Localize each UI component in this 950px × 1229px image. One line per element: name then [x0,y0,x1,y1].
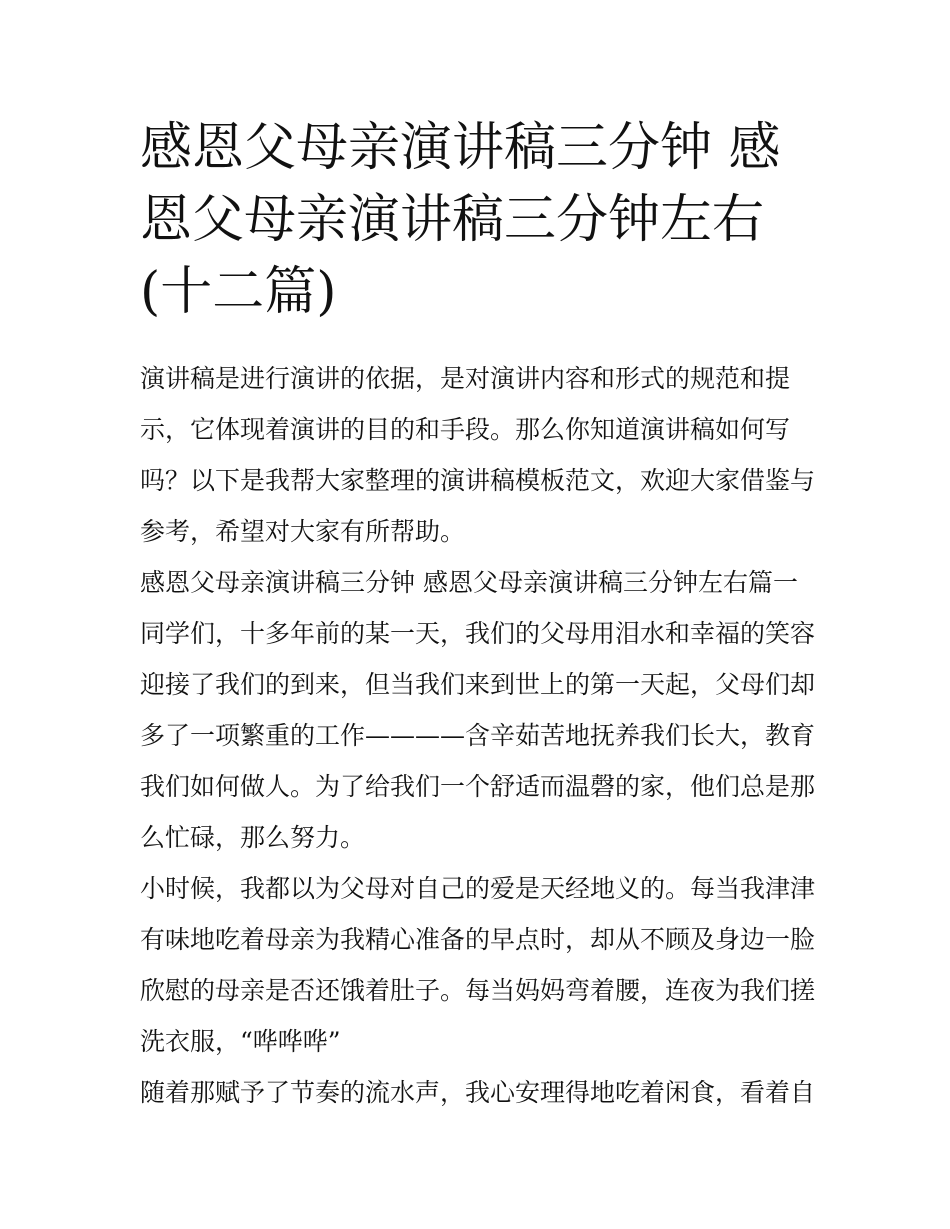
body-paragraph: 同学们，十多年前的某一天，我们的父母用泪水和幸福的笑容迎接了我们的到来，但当我们来到世上的第一天起，父母们却多了一项繁重的工作————含辛茹苦地抚养我们长大，教育我们如何做人。为了给我们一个舒适而温磬的家，他们总是那么忙碌，那么努力。 [140,619,816,852]
body-paragraph: 小时候，我都以为父母对自己的爱是天经地义的。每当我津津有味地吃着母亲为我精心准备的早点时，却从不顾及身边一脸欣慰的母亲是否还饿着肚子。每当妈妈弯着腰，连夜为我们搓洗衣服，“哗哗哗” [140,874,816,1056]
section-heading: 感恩父母亲演讲稿三分钟 感恩父母亲演讲稿三分钟左右篇一 [140,568,798,597]
document-title: 感恩父母亲演讲稿三分钟 感恩父母亲演讲稿三分钟左右(十二篇) [140,118,781,322]
body-paragraph: 随着那赋予了节奏的流水声，我心安理得地吃着闲食，看着自 [140,1078,816,1107]
document-body [140,353,830,1118]
intro-paragraph: 演讲稿是进行演讲的依据，是对演讲内容和形式的规范和提示，它体现着演讲的目的和手段。那么你知道演讲稿如何写吗？以下是我帮大家整理的演讲稿模板范文，欢迎大家借鉴与参考，希望对大家有所帮助。 [140,364,816,546]
